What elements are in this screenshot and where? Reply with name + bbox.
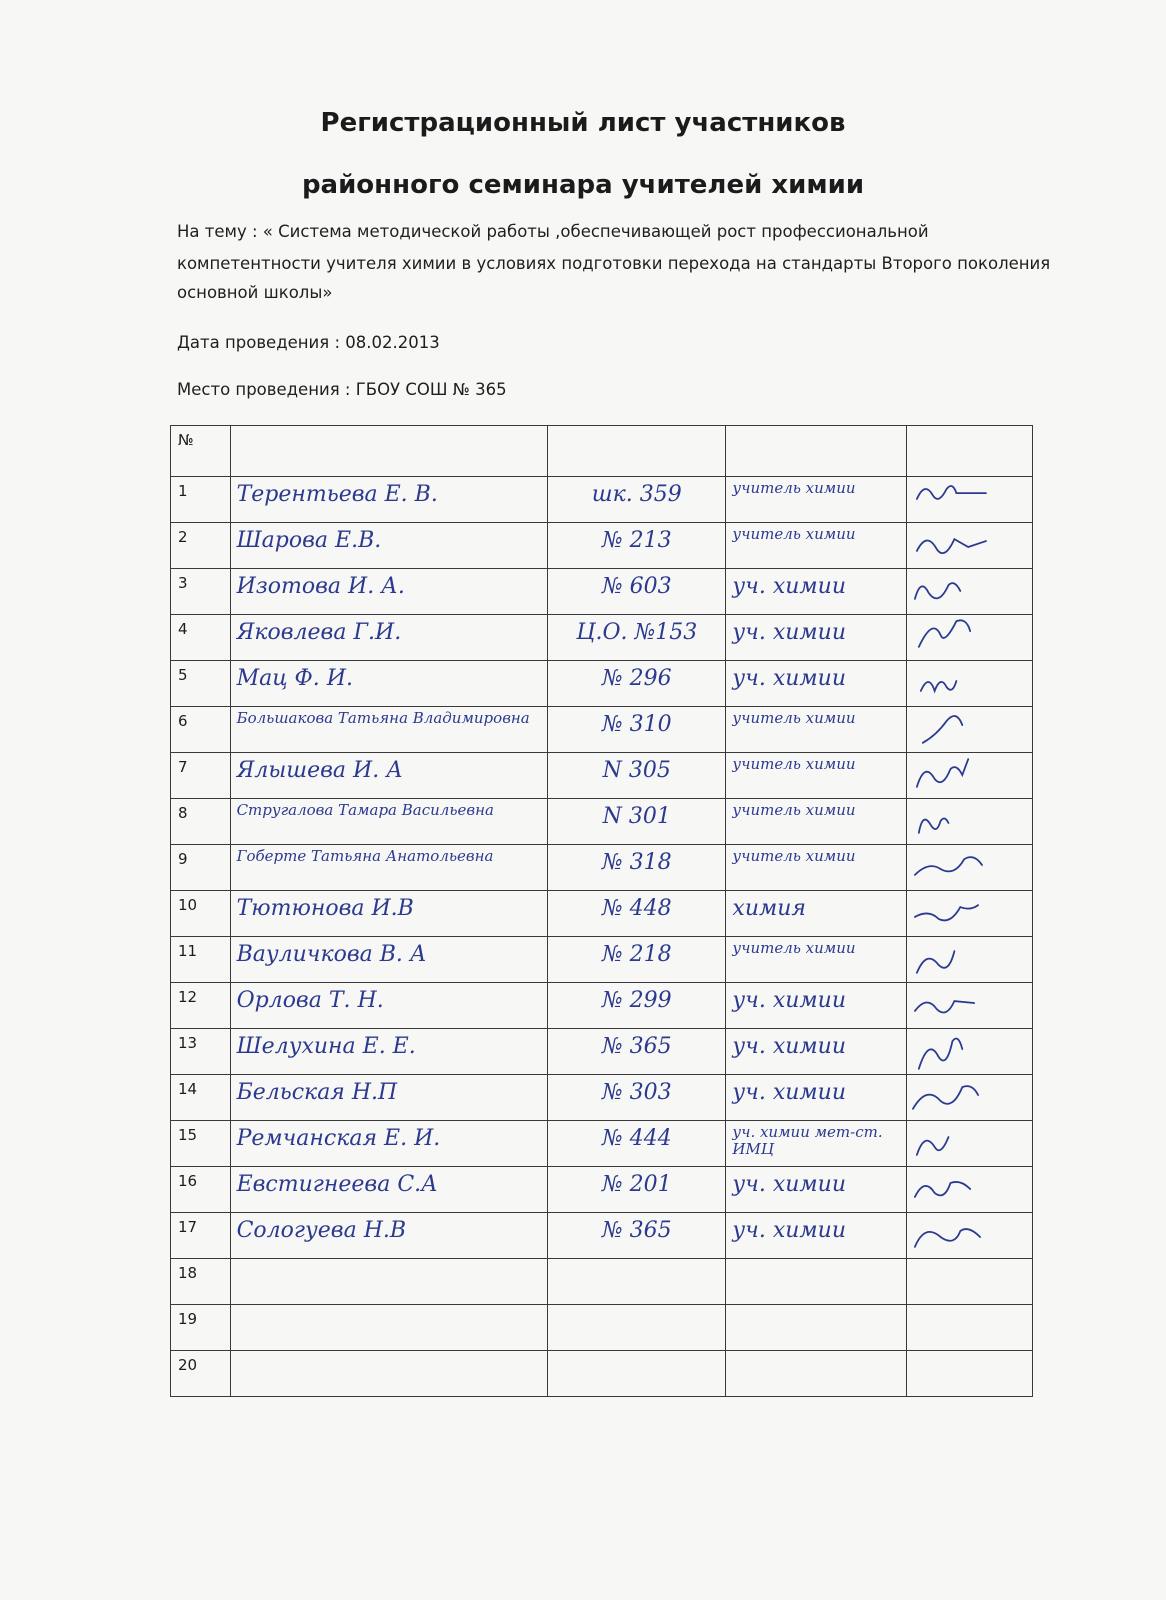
participant-school-cell bbox=[548, 1121, 726, 1167]
participant-name bbox=[231, 1305, 548, 1311]
participant-school-cell bbox=[548, 1167, 726, 1213]
signature-stroke bbox=[916, 539, 985, 553]
participant-school-cell bbox=[548, 523, 726, 569]
signature-mark bbox=[907, 523, 1032, 568]
participant-school: № 201 bbox=[601, 1172, 672, 1197]
signature-stroke bbox=[915, 857, 982, 875]
table-row bbox=[171, 983, 1033, 1029]
row-number: 18 bbox=[171, 1259, 231, 1305]
table-row bbox=[171, 707, 1033, 753]
row-number: 19 bbox=[171, 1305, 231, 1351]
participant-name-cell bbox=[230, 1121, 548, 1167]
participant-school: № 213 bbox=[601, 528, 672, 553]
row-number: 13 bbox=[171, 1029, 231, 1075]
row-number: 6 bbox=[171, 707, 231, 753]
participant-name: Евстигнеева С.А bbox=[236, 1172, 438, 1197]
participant-position: уч. химии bbox=[732, 988, 846, 1013]
participant-name: Ялышева И. А bbox=[236, 758, 403, 783]
participant-school-cell bbox=[548, 1075, 726, 1121]
signature-mark bbox=[907, 1121, 1032, 1166]
participant-name-cell bbox=[230, 1351, 548, 1397]
participant-name-cell bbox=[230, 1029, 548, 1075]
table-row bbox=[171, 1305, 1033, 1351]
participant-name: Ремчанская Е. И. bbox=[236, 1126, 441, 1151]
participant-name: Шелухина Е. Е. bbox=[236, 1034, 416, 1059]
signature-cell bbox=[906, 1029, 1032, 1075]
participant-position-cell bbox=[726, 937, 906, 983]
signature-cell bbox=[906, 1075, 1032, 1121]
participant-position: учитель химии bbox=[732, 479, 856, 497]
signature-cell bbox=[906, 753, 1032, 799]
row-number: 16 bbox=[171, 1167, 231, 1213]
participant-position: учитель химии bbox=[732, 939, 856, 957]
header-signature bbox=[906, 426, 1032, 477]
participant-name-cell bbox=[230, 707, 548, 753]
participant-position-cell bbox=[726, 1213, 906, 1259]
signature-cell bbox=[906, 799, 1032, 845]
participant-position-cell bbox=[726, 1121, 906, 1167]
place-line: Место проведения : ГБОУ СОШ № 365 bbox=[177, 380, 507, 399]
participant-name: Мац Ф. И. bbox=[236, 666, 353, 691]
participant-position-cell bbox=[726, 1259, 906, 1305]
participant-position: учитель химии bbox=[732, 525, 856, 543]
participant-position-cell bbox=[726, 983, 906, 1029]
participant-position-cell bbox=[726, 707, 906, 753]
participant-position-cell bbox=[726, 753, 906, 799]
participant-school-cell bbox=[548, 753, 726, 799]
signature-stroke bbox=[918, 620, 969, 647]
participant-school: N 305 bbox=[602, 758, 671, 783]
participant-school: № 603 bbox=[601, 574, 672, 599]
participant-name-cell bbox=[230, 477, 548, 523]
signature-cell bbox=[906, 937, 1032, 983]
signature-mark bbox=[907, 477, 1032, 522]
participant-school-cell bbox=[548, 937, 726, 983]
signature-stroke bbox=[918, 818, 948, 832]
participant-school-cell bbox=[548, 477, 726, 523]
participant-position: учитель химии bbox=[732, 755, 856, 773]
participant-position: уч. химии мет-ст. ИМЦ bbox=[732, 1123, 883, 1159]
row-number: 12 bbox=[171, 983, 231, 1029]
participant-school: № 303 bbox=[601, 1080, 672, 1105]
participant-name: Изотова И. А. bbox=[236, 574, 405, 599]
signature-mark bbox=[907, 1167, 1032, 1212]
participant-name-cell bbox=[230, 845, 548, 891]
signature-mark bbox=[907, 799, 1032, 844]
participant-name: Сологуева Н.В bbox=[236, 1218, 407, 1243]
row-number: 7 bbox=[171, 753, 231, 799]
table-header-row bbox=[171, 426, 1033, 477]
participant-school: № 218 bbox=[601, 942, 672, 967]
participant-name: Большакова Татьяна Владимировна bbox=[236, 709, 530, 727]
participant-name-cell bbox=[230, 1213, 548, 1259]
participant-school-cell bbox=[548, 707, 726, 753]
row-number: 14 bbox=[171, 1075, 231, 1121]
signature-mark bbox=[907, 983, 1032, 1028]
participant-school bbox=[548, 1259, 725, 1265]
participant-school: № 296 bbox=[601, 666, 672, 691]
participant-position-cell bbox=[726, 569, 906, 615]
participant-position: уч. химии bbox=[732, 1080, 846, 1105]
participant-position-cell bbox=[726, 1351, 906, 1397]
signature-mark bbox=[907, 891, 1032, 936]
table-row bbox=[171, 1351, 1033, 1397]
row-number: 2 bbox=[171, 523, 231, 569]
participant-school: Ц.О. №153 bbox=[576, 620, 698, 645]
participant-school-cell bbox=[548, 661, 726, 707]
participant-position-cell bbox=[726, 1075, 906, 1121]
participant-school: шк. 359 bbox=[591, 482, 682, 507]
participant-position: уч. химии bbox=[732, 574, 846, 599]
header-name bbox=[230, 426, 548, 477]
signature-stroke bbox=[915, 1229, 980, 1247]
row-number: 15 bbox=[171, 1121, 231, 1167]
signature-cell bbox=[906, 1213, 1032, 1259]
participant-name bbox=[231, 1259, 548, 1265]
signature-stroke bbox=[920, 681, 956, 691]
participant-school: № 318 bbox=[601, 850, 672, 875]
signature-stroke bbox=[918, 1039, 961, 1069]
participants-table bbox=[170, 425, 1033, 1397]
participant-position: уч. химии bbox=[732, 1034, 846, 1059]
signature-stroke bbox=[916, 486, 985, 499]
table-row bbox=[171, 1213, 1033, 1259]
participant-position: уч. химии bbox=[732, 666, 846, 691]
participant-school: № 310 bbox=[601, 712, 672, 737]
table-row bbox=[171, 661, 1033, 707]
signature-cell bbox=[906, 891, 1032, 937]
signature-mark bbox=[907, 1075, 1032, 1120]
participant-name-cell bbox=[230, 523, 548, 569]
participant-position bbox=[726, 1305, 905, 1311]
participant-name-cell bbox=[230, 569, 548, 615]
table-row bbox=[171, 1075, 1033, 1121]
participant-name: Бельская Н.П bbox=[236, 1080, 398, 1105]
signature-mark bbox=[907, 569, 1032, 614]
participant-name: Тютюнова И.В bbox=[236, 896, 414, 921]
table-row bbox=[171, 615, 1033, 661]
participant-name-cell bbox=[230, 1167, 548, 1213]
participant-school: N 301 bbox=[602, 804, 671, 829]
participant-school: № 299 bbox=[601, 988, 672, 1013]
participant-school-cell bbox=[548, 891, 726, 937]
date-line: Дата проведения : 08.02.2013 bbox=[177, 333, 440, 352]
signature-stroke bbox=[916, 759, 967, 787]
signature-stroke bbox=[916, 951, 954, 973]
signature-mark bbox=[907, 661, 1032, 706]
participant-school-cell bbox=[548, 1351, 726, 1397]
row-number: 11 bbox=[171, 937, 231, 983]
signature-mark bbox=[907, 1213, 1032, 1258]
participant-name-cell bbox=[230, 937, 548, 983]
header-school bbox=[548, 426, 726, 477]
participant-position: уч. химии bbox=[732, 1172, 846, 1197]
participant-name bbox=[231, 1351, 548, 1357]
participant-position bbox=[726, 1351, 905, 1357]
table-row bbox=[171, 799, 1033, 845]
participant-position: уч. химии bbox=[732, 1218, 846, 1243]
participant-name: Вауличкова В. А bbox=[236, 942, 427, 967]
signature-mark bbox=[907, 937, 1032, 982]
participant-name: Шарова Е.В. bbox=[236, 528, 382, 553]
title-line-2: районного семинара учителей химии bbox=[301, 170, 865, 200]
table-row bbox=[171, 1259, 1033, 1305]
signature-stroke bbox=[915, 583, 960, 599]
participant-school-cell bbox=[548, 615, 726, 661]
table-row bbox=[171, 1167, 1033, 1213]
title-line-1: Регистрационный лист участников bbox=[320, 108, 846, 138]
row-number: 1 bbox=[171, 477, 231, 523]
participant-position-cell bbox=[726, 1029, 906, 1075]
participant-position-cell bbox=[726, 477, 906, 523]
table-row bbox=[171, 477, 1033, 523]
signature-cell bbox=[906, 477, 1032, 523]
participant-school-cell bbox=[548, 1029, 726, 1075]
participant-position bbox=[726, 1259, 905, 1265]
table-row bbox=[171, 569, 1033, 615]
topic-line-3: основной школы» bbox=[177, 283, 333, 302]
participant-name-cell bbox=[230, 1259, 548, 1305]
participant-school bbox=[548, 1305, 725, 1311]
participant-name: Орлова Т. Н. bbox=[236, 988, 384, 1013]
participant-school-cell bbox=[548, 1213, 726, 1259]
participant-school-cell bbox=[548, 1259, 726, 1305]
signature-cell bbox=[906, 845, 1032, 891]
row-number: 10 bbox=[171, 891, 231, 937]
header-position bbox=[726, 426, 906, 477]
signature-stroke bbox=[916, 1137, 948, 1155]
table-row bbox=[171, 891, 1033, 937]
participant-name-cell bbox=[230, 661, 548, 707]
participant-school: № 448 bbox=[601, 896, 672, 921]
participant-name-cell bbox=[230, 615, 548, 661]
participant-school-cell bbox=[548, 845, 726, 891]
topic-line-1: На тему : « Система методической работы ,обеспечивающей рост профессиональной bbox=[177, 222, 929, 241]
participant-position: уч. химии bbox=[732, 620, 846, 645]
participant-position-cell bbox=[726, 799, 906, 845]
signature-cell bbox=[906, 661, 1032, 707]
table-row bbox=[171, 523, 1033, 569]
header-number: № bbox=[171, 426, 231, 477]
participant-school-cell bbox=[548, 983, 726, 1029]
row-number: 4 bbox=[171, 615, 231, 661]
signature-stroke bbox=[922, 716, 961, 743]
signature-mark bbox=[907, 707, 1032, 752]
participant-name-cell bbox=[230, 753, 548, 799]
row-number: 8 bbox=[171, 799, 231, 845]
participant-school: № 444 bbox=[601, 1126, 672, 1151]
row-number: 9 bbox=[171, 845, 231, 891]
signature-stroke bbox=[915, 905, 978, 920]
participant-position-cell bbox=[726, 845, 906, 891]
row-number: 5 bbox=[171, 661, 231, 707]
participant-school-cell bbox=[548, 1305, 726, 1351]
participant-position-cell bbox=[726, 1305, 906, 1351]
participant-position: учитель химии bbox=[732, 801, 856, 819]
participant-position-cell bbox=[726, 891, 906, 937]
topic-line-2: компетентности учителя химии в условиях подготовки перехода на стандарты Второго поколения bbox=[177, 254, 1051, 273]
participant-position-cell bbox=[726, 661, 906, 707]
signature-cell bbox=[906, 707, 1032, 753]
participant-position-cell bbox=[726, 523, 906, 569]
signature-stroke bbox=[915, 1182, 970, 1197]
signature-cell bbox=[906, 1305, 1032, 1351]
signature-stroke bbox=[913, 1086, 978, 1109]
signature-cell bbox=[906, 1121, 1032, 1167]
signature-stroke bbox=[915, 1001, 974, 1012]
row-number: 20 bbox=[171, 1351, 231, 1397]
table-row bbox=[171, 753, 1033, 799]
signature-cell bbox=[906, 569, 1032, 615]
participant-name-cell bbox=[230, 799, 548, 845]
row-number: 17 bbox=[171, 1213, 231, 1259]
signature-cell bbox=[906, 1259, 1032, 1305]
signature-cell bbox=[906, 1167, 1032, 1213]
participant-position-cell bbox=[726, 1167, 906, 1213]
participant-position: учитель химии bbox=[732, 709, 856, 727]
signature-mark bbox=[907, 1029, 1032, 1074]
participant-name-cell bbox=[230, 891, 548, 937]
participant-name: Яковлева Г.И. bbox=[236, 620, 402, 645]
signature-mark bbox=[907, 615, 1032, 660]
table-row bbox=[171, 1121, 1033, 1167]
participant-name-cell bbox=[230, 1305, 548, 1351]
participant-school-cell bbox=[548, 799, 726, 845]
table-row bbox=[171, 937, 1033, 983]
participant-school bbox=[548, 1351, 725, 1357]
signature-cell bbox=[906, 523, 1032, 569]
table-row bbox=[171, 845, 1033, 891]
signature-cell bbox=[906, 1351, 1032, 1397]
participant-school: № 365 bbox=[601, 1218, 672, 1243]
participant-name: Терентьева Е. В. bbox=[236, 482, 438, 507]
participant-school: № 365 bbox=[601, 1034, 672, 1059]
signature-mark bbox=[907, 845, 1032, 890]
participant-position: учитель химии bbox=[732, 847, 856, 865]
table-row bbox=[171, 1029, 1033, 1075]
participant-name: Гоберте Татьяна Анатольевна bbox=[236, 847, 494, 865]
participant-position: химия bbox=[732, 896, 806, 921]
signature-cell bbox=[906, 615, 1032, 661]
signature-mark bbox=[907, 753, 1032, 798]
participant-name: Стругалова Тамара Васильевна bbox=[236, 801, 494, 819]
signature-cell bbox=[906, 983, 1032, 1029]
participant-name-cell bbox=[230, 983, 548, 1029]
row-number: 3 bbox=[171, 569, 231, 615]
participant-position-cell bbox=[726, 615, 906, 661]
participant-school-cell bbox=[548, 569, 726, 615]
participant-name-cell bbox=[230, 1075, 548, 1121]
